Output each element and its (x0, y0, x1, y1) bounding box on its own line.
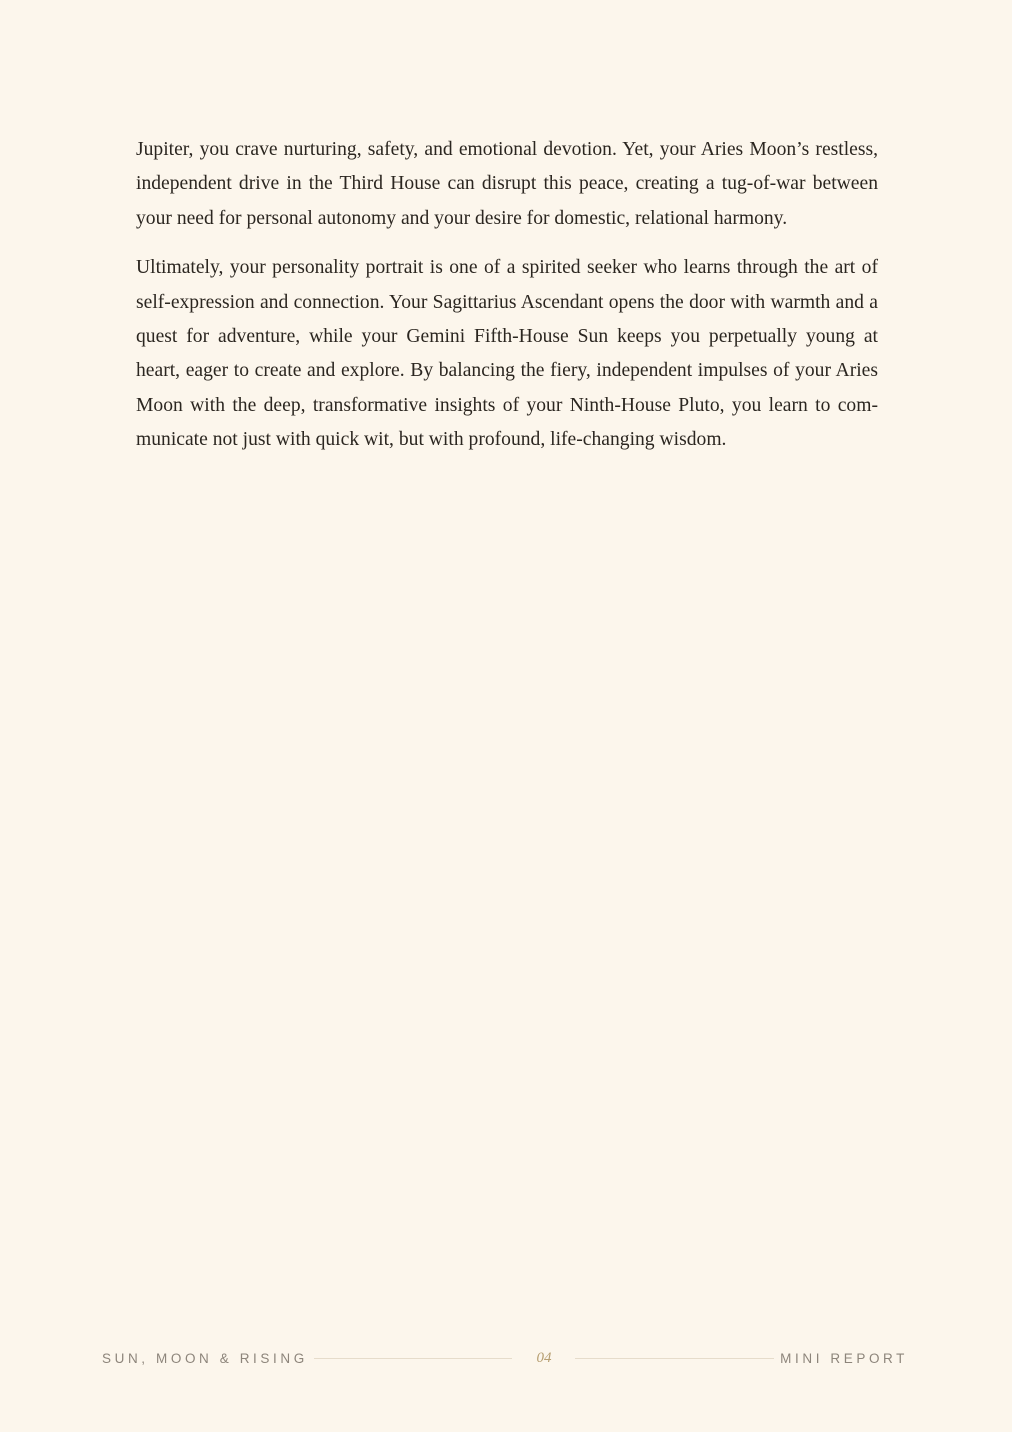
footer-rule-right (575, 1358, 774, 1359)
paragraph-2: Ultimately, your personality portrait is one of a spirited seeker who learns through the art of self-expression and connection. Your Sagittarius Ascendant opens the door with warmth and a quest for adventure, while your Gemini Fifth-House Sun keeps you perpetually young at heart, eager to create and explore. By balancing the fiery, independent impulses of your Aries Moon with the deep, transformative insights of your Ninth-House Pluto, you learn to communicate not just with quick wit, but with profound, life-changing wisdom. (136, 257, 878, 451)
page-number: 04 (536, 1349, 552, 1366)
page-footer (102, 1348, 908, 1368)
footer-right-label: MINI REPORT (780, 1350, 909, 1366)
body-text (136, 133, 878, 473)
paragraph-1: Jupiter, you crave nurturing, safety, and emotional devotion. Yet, your Aries Moon’s restless, independent drive in the Third House can disrupt this peace, creating a tug-of-war between your need for personal autonomy and your desire for domestic, relational harmony. (136, 139, 878, 229)
footer-left-label: SUN, MOON & RISING (102, 1350, 308, 1366)
footer-rule-left (314, 1358, 513, 1359)
